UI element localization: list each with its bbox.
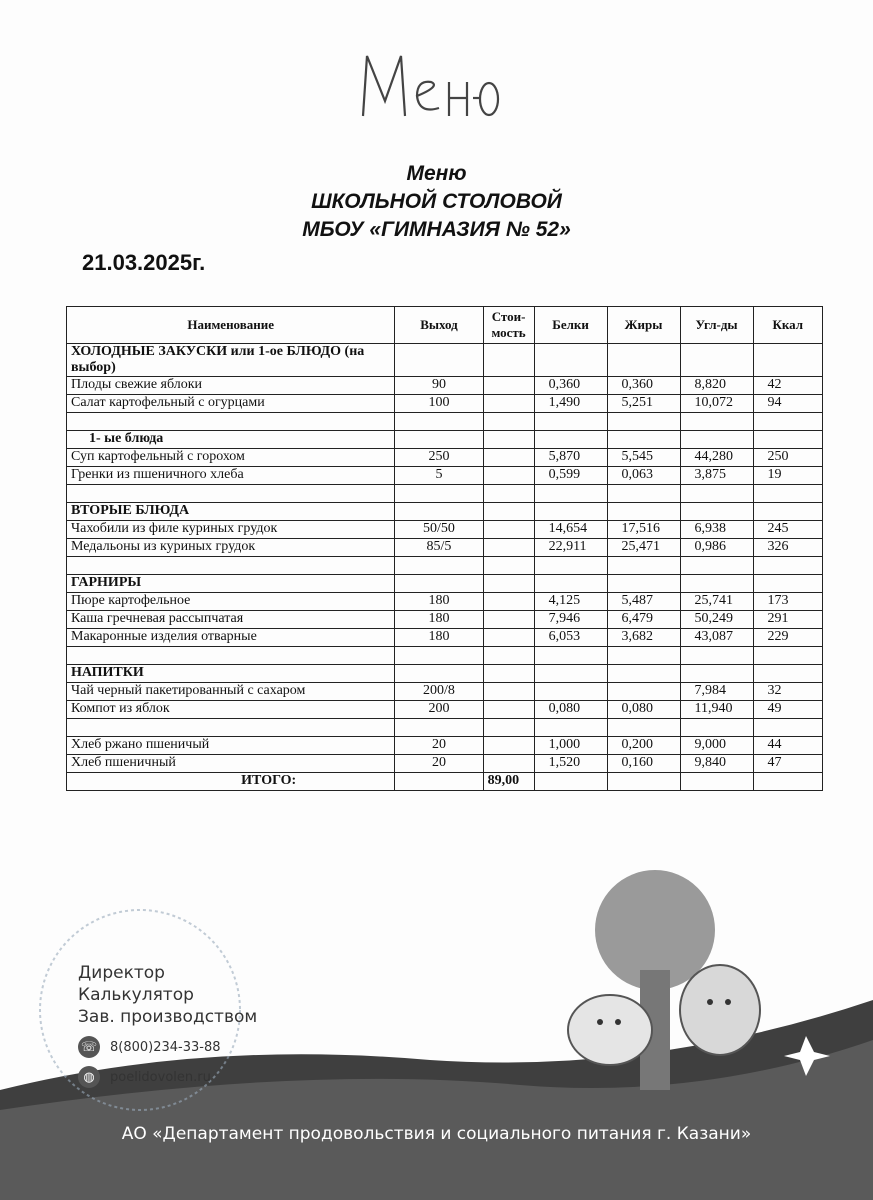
cell-cost (483, 467, 534, 485)
cell-carbs (680, 485, 753, 503)
cell-protein: 0,599 (534, 467, 607, 485)
cell-fat: 0,080 (607, 701, 680, 719)
cell-name: Чай черный пакетированный с сахаром (67, 683, 395, 701)
cell-carbs: 10,072 (680, 395, 753, 413)
cell-cost (483, 539, 534, 557)
col-out-header: Выход (395, 307, 483, 344)
cell-fat: 5,487 (607, 593, 680, 611)
cell-kcal: 19 (753, 467, 822, 485)
table-row (67, 503, 823, 521)
cell-carbs: 8,820 (680, 377, 753, 395)
cell-name: Медальоны из куриных грудок (67, 539, 395, 557)
cell-fat (607, 719, 680, 737)
cell-out (395, 557, 483, 575)
cell-fat: 0,160 (607, 755, 680, 773)
cell-out (395, 485, 483, 503)
col-protein-header: Белки (534, 307, 607, 344)
cell-name: ГАРНИРЫ (67, 575, 395, 593)
cell-out: 5 (395, 467, 483, 485)
cell-name: 1- ые блюда (67, 431, 395, 449)
table-row (67, 467, 823, 485)
cell-name: ХОЛОДНЫЕ ЗАКУСКИ или 1-ое БЛЮДО (на выбор) (67, 344, 395, 377)
cell-kcal (753, 431, 822, 449)
table-row (67, 701, 823, 719)
cell-cost (483, 431, 534, 449)
cell-cost (483, 485, 534, 503)
cell-name (67, 485, 395, 503)
table-row (67, 665, 823, 683)
cell-kcal: 291 (753, 611, 822, 629)
cell-name: Салат картофельный с огурцами (67, 395, 395, 413)
cell-name: Хлеб ржано пшеничый (67, 737, 395, 755)
phone-number: 8(800)234-33-88 (110, 1039, 221, 1055)
cell-cost (483, 557, 534, 575)
heading-line-1: Меню (406, 162, 467, 185)
cell-carbs: 9,840 (680, 755, 753, 773)
table-row (67, 647, 823, 665)
cell-out: 50/50 (395, 521, 483, 539)
cell-cost (483, 521, 534, 539)
table-row (67, 593, 823, 611)
cell-carbs (680, 413, 753, 431)
cell-fat: 6,479 (607, 611, 680, 629)
table-row (67, 431, 823, 449)
cell-carbs: 43,087 (680, 629, 753, 647)
cell-cost (483, 719, 534, 737)
cell-cost (483, 344, 534, 377)
table-row (67, 719, 823, 737)
table-row (67, 629, 823, 647)
cell-name: ВТОРЫЕ БЛЮДА (67, 503, 395, 521)
cell-name: Хлеб пшеничный (67, 755, 395, 773)
col-carbs-header: Угл-ды (680, 307, 753, 344)
cell-kcal: 94 (753, 395, 822, 413)
cell-cost (483, 611, 534, 629)
cell-carbs (680, 719, 753, 737)
cell-protein: 1,490 (534, 395, 607, 413)
heading-line-3: МБОУ «ГИМНАЗИЯ № 52» (302, 218, 571, 241)
table-row (67, 449, 823, 467)
cell-name: Макаронные изделия отварные (67, 629, 395, 647)
cell-protein (534, 719, 607, 737)
cell-out: 180 (395, 629, 483, 647)
cell-carbs: 44,280 (680, 449, 753, 467)
cell-carbs: 9,000 (680, 737, 753, 755)
cell-cost (483, 701, 534, 719)
cell-out (395, 344, 483, 377)
cell-out: 200/8 (395, 683, 483, 701)
cell-out: 180 (395, 593, 483, 611)
total-kcal (753, 773, 822, 791)
cell-out (395, 647, 483, 665)
table-row (67, 485, 823, 503)
table-row (67, 377, 823, 395)
cell-protein: 1,000 (534, 737, 607, 755)
cell-fat (607, 557, 680, 575)
cell-name: НАПИТКИ (67, 665, 395, 683)
cell-fat (607, 431, 680, 449)
cell-carbs (680, 557, 753, 575)
cell-fat: 0,063 (607, 467, 680, 485)
cell-out: 20 (395, 737, 483, 755)
menu-table (66, 306, 823, 791)
cell-out (395, 431, 483, 449)
cell-kcal: 245 (753, 521, 822, 539)
col-kcal-header: Ккал (753, 307, 822, 344)
cell-cost (483, 503, 534, 521)
cell-cost (483, 755, 534, 773)
cell-kcal: 44 (753, 737, 822, 755)
total-cost: 89,00 (483, 773, 534, 791)
cell-carbs: 25,741 (680, 593, 753, 611)
handwritten-title (355, 46, 505, 126)
cell-out: 180 (395, 611, 483, 629)
cell-cost (483, 413, 534, 431)
cell-kcal: 229 (753, 629, 822, 647)
cell-protein: 5,870 (534, 449, 607, 467)
cell-protein: 7,946 (534, 611, 607, 629)
cell-name: Плоды свежие яблоки (67, 377, 395, 395)
table-row (67, 395, 823, 413)
cell-kcal (753, 344, 822, 377)
cell-protein (534, 344, 607, 377)
cell-protein (534, 575, 607, 593)
table-row (67, 611, 823, 629)
cell-kcal: 49 (753, 701, 822, 719)
phone-row (78, 1036, 257, 1058)
cell-protein (534, 413, 607, 431)
role-calculator: Калькулятор (78, 985, 194, 1005)
table-row (67, 521, 823, 539)
cell-carbs: 50,249 (680, 611, 753, 629)
cell-protein: 0,360 (534, 377, 607, 395)
cell-kcal: 47 (753, 755, 822, 773)
cell-fat: 5,251 (607, 395, 680, 413)
cell-name (67, 647, 395, 665)
cell-kcal: 250 (753, 449, 822, 467)
cell-fat: 25,471 (607, 539, 680, 557)
organization-name: АО «Департамент продовольствия и социального питания г. Казани» (121, 1124, 752, 1144)
cell-out: 100 (395, 395, 483, 413)
cell-protein: 22,911 (534, 539, 607, 557)
cell-carbs: 3,875 (680, 467, 753, 485)
cell-name: Суп картофельный с горохом (67, 449, 395, 467)
cell-name: Компот из яблок (67, 701, 395, 719)
cell-protein (534, 683, 607, 701)
cell-cost (483, 683, 534, 701)
cell-kcal (753, 485, 822, 503)
cell-cost (483, 737, 534, 755)
cell-out: 85/5 (395, 539, 483, 557)
role-director: Директор (78, 963, 165, 983)
menu-heading (0, 160, 873, 244)
cell-carbs (680, 344, 753, 377)
cell-cost (483, 377, 534, 395)
cell-carbs (680, 647, 753, 665)
col-name-header: Наименование (67, 307, 395, 344)
cell-carbs (680, 665, 753, 683)
cell-carbs: 7,984 (680, 683, 753, 701)
cell-fat (607, 665, 680, 683)
table-row (67, 737, 823, 755)
cell-out (395, 413, 483, 431)
cell-cost (483, 629, 534, 647)
total-row (67, 773, 823, 791)
cell-name (67, 557, 395, 575)
cell-kcal (753, 665, 822, 683)
cell-out: 20 (395, 755, 483, 773)
cell-name: Чахобили из филе куриных грудок (67, 521, 395, 539)
col-fat-header: Жиры (607, 307, 680, 344)
table-row (67, 557, 823, 575)
cell-carbs: 0,986 (680, 539, 753, 557)
cell-kcal (753, 557, 822, 575)
cell-protein (534, 557, 607, 575)
website-row (78, 1066, 257, 1088)
cell-protein (534, 503, 607, 521)
cell-kcal: 326 (753, 539, 822, 557)
cell-fat: 5,545 (607, 449, 680, 467)
table-row (67, 413, 823, 431)
cell-cost (483, 575, 534, 593)
cell-fat (607, 485, 680, 503)
cell-out (395, 575, 483, 593)
table-row (67, 344, 823, 377)
cell-cost (483, 395, 534, 413)
col-cost-header: Стои-мость (483, 307, 534, 344)
cell-out: 90 (395, 377, 483, 395)
cell-cost (483, 647, 534, 665)
total-out (395, 773, 483, 791)
cell-kcal: 173 (753, 593, 822, 611)
table-row (67, 683, 823, 701)
cell-out: 250 (395, 449, 483, 467)
total-fat (607, 773, 680, 791)
cell-fat (607, 575, 680, 593)
cell-fat: 3,682 (607, 629, 680, 647)
cell-fat: 0,200 (607, 737, 680, 755)
menu-date: 21.03.2025г. (82, 250, 206, 275)
cell-out (395, 719, 483, 737)
cell-name: Пюре картофельное (67, 593, 395, 611)
table-header-row (67, 307, 823, 344)
cell-name (67, 413, 395, 431)
cell-protein: 6,053 (534, 629, 607, 647)
cell-fat (607, 647, 680, 665)
cell-kcal: 32 (753, 683, 822, 701)
cell-kcal (753, 719, 822, 737)
cell-cost (483, 449, 534, 467)
heading-line-2: ШКОЛЬНОЙ СТОЛОВОЙ (311, 190, 562, 213)
cell-protein (534, 485, 607, 503)
phone-icon: ☏ (78, 1036, 100, 1058)
cell-out (395, 503, 483, 521)
globe-icon: ◍ (78, 1066, 100, 1088)
cell-carbs (680, 503, 753, 521)
cell-out (395, 665, 483, 683)
cell-protein: 4,125 (534, 593, 607, 611)
total-carbs (680, 773, 753, 791)
cell-kcal (753, 575, 822, 593)
website-link[interactable]: poelidovolen.ru (110, 1069, 211, 1085)
cell-fat: 17,516 (607, 521, 680, 539)
cell-protein (534, 665, 607, 683)
total-protein (534, 773, 607, 791)
table-row (67, 575, 823, 593)
cell-carbs: 11,940 (680, 701, 753, 719)
cell-protein (534, 431, 607, 449)
cell-name: Гренки из пшеничного хлеба (67, 467, 395, 485)
cell-cost (483, 593, 534, 611)
cell-fat (607, 413, 680, 431)
table-row (67, 755, 823, 773)
total-label: ИТОГО: (67, 773, 395, 791)
cell-fat: 0,360 (607, 377, 680, 395)
cell-name: Каша гречневая рассыпчатая (67, 611, 395, 629)
cell-kcal (753, 647, 822, 665)
cell-name (67, 719, 395, 737)
footer-contacts (78, 962, 257, 1088)
cell-carbs (680, 575, 753, 593)
cell-protein: 0,080 (534, 701, 607, 719)
cell-carbs (680, 431, 753, 449)
cell-kcal: 42 (753, 377, 822, 395)
cell-fat (607, 683, 680, 701)
cell-protein: 1,520 (534, 755, 607, 773)
cell-kcal (753, 413, 822, 431)
cell-protein: 14,654 (534, 521, 607, 539)
cell-fat (607, 503, 680, 521)
role-production-head: Зав. производством (78, 1007, 258, 1027)
cell-carbs: 6,938 (680, 521, 753, 539)
cell-fat (607, 344, 680, 377)
cell-out: 200 (395, 701, 483, 719)
cell-protein (534, 647, 607, 665)
cell-cost (483, 665, 534, 683)
table-row (67, 539, 823, 557)
cell-kcal (753, 503, 822, 521)
